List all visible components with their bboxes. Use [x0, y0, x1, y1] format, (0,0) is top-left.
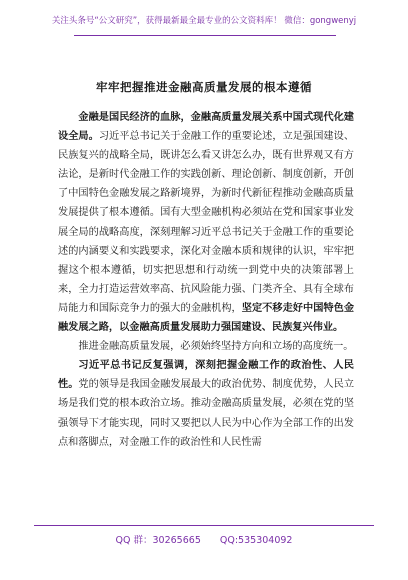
- footer: [0, 532, 408, 546]
- header-divider: [74, 35, 336, 36]
- footer-qq-group: QQ 群：30265665: [115, 535, 201, 546]
- document-body: [58, 108, 354, 452]
- footer-qq: QQ:535304092: [219, 535, 293, 546]
- header-banner: 关注头条号“公文研究”，获得最新最全最专业的公文资料库！ 微信：gongwenyj: [51, 16, 357, 26]
- paragraph-1-bold-lead: 金融是国民经济的血脉，金融高质量发展关系中国式现代化建设全局。: [58, 111, 354, 143]
- paragraph-3-body: 党的领导是我国金融发展最大的政治优势、制度优势，人民立场是我们党的根本政治立场。推动金融高质量发展，必须在党的坚强领导下才能实现，同时又要把以人民为中心作为全部工作的出发点和落脚点，对金融工作的政治性和人民性需: [58, 379, 355, 448]
- paragraph-2: 推进金融高质量发展，必须始终坚持方向和立场的高度统一。: [78, 341, 354, 353]
- paragraph-1: [58, 108, 354, 337]
- paragraph-1-bold-tail: 坚定不移走好中国特色金融发展之路，以金融高质量发展助力强国建设、民族复兴伟业。: [58, 301, 355, 334]
- document-title: 牢牢把握推进金融高质量发展的根本遵循: [96, 80, 312, 94]
- paragraph-3-bold-lead: 习近平总书记反复强调，深刻把握金融工作的政治性、人民性。: [58, 359, 354, 391]
- paragraph-1-body: 习近平总书记关于金融工作的重要论述，立足强国建设、民族复兴的战略全局，既讲怎么看又讲怎么办，既有世界观又有方法论，是新时代金融工作的实践创新、理论创新、制度创新，开创了中国特色金融发展之路新境界，为新时代新征程推动金融高质量发展提供了根本遵循。国有大型金融机构必须站在党和国家事业发展全局的战略高度，深刻理解习近平总书记关于金融工作的重要论述的内涵要义和实践要求，深化对金融本质和规律的认识，牢牢把握这个根本遵循，切实把思想和行动统一到党中央的决策部署上来，全力打造运营效率高、抗风险能力强、门类齐全、具有全球布局能力和国际竞争力的强大的金融机构，: [58, 131, 355, 314]
- paragraph-3: [58, 356, 354, 451]
- footer-divider: [34, 525, 374, 526]
